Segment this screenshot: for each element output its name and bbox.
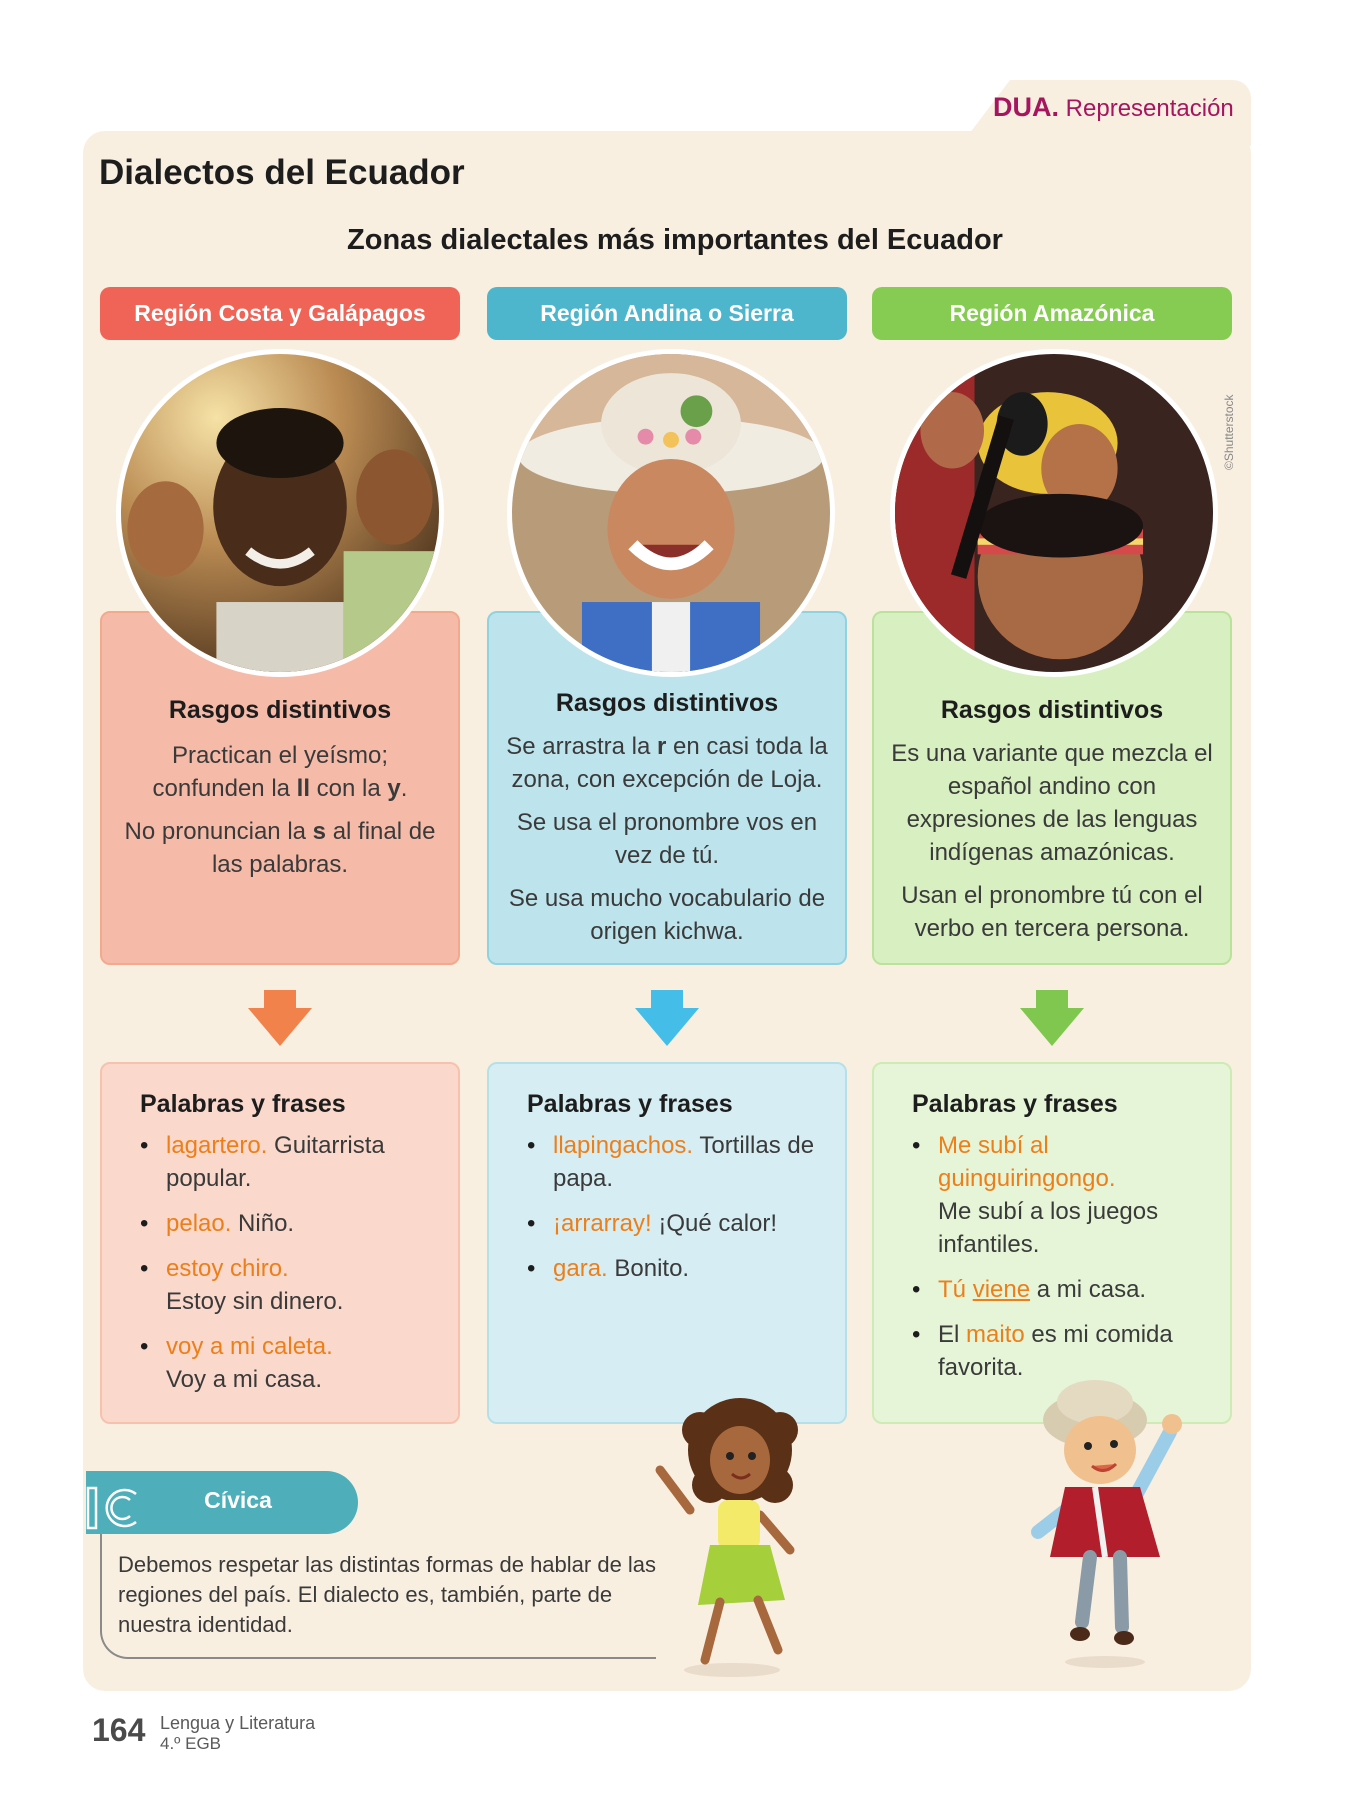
region-pill-costa: Región Costa y Galápagos <box>100 287 460 340</box>
dua-text: Representación <box>1065 95 1234 122</box>
trait-sierra-1: Se arrastra la r en casi toda la zona, con excepción de Loja. <box>506 733 828 793</box>
words-card-amazonia <box>872 1062 1232 1424</box>
dancing-girl-illustration <box>640 1390 820 1680</box>
photo-sierra-girl <box>507 349 835 677</box>
words-list-sierra <box>527 1129 825 1285</box>
dancing-boy-illustration <box>1010 1372 1200 1672</box>
civica-ic-icon <box>84 1484 144 1532</box>
footer-subject: Lengua y Literatura <box>160 1713 316 1733</box>
page-title: Dialectos del Ecuador <box>99 153 465 192</box>
traits-title-sierra: Rasgos distintivos <box>555 689 779 717</box>
list-item: • llapingachos. Tortillas de papa. <box>527 1129 825 1195</box>
civica-text: Debemos respetar las distintas formas de hablar de las regiones del país. El dialecto es, también, parte de nuestra identidad. <box>118 1552 657 1637</box>
trait-amazonia-2: Usan el pronombre tú con el verbo en tercera persona. <box>901 882 1203 942</box>
trait-costa-2: No pronuncian la s al final de las palabras. <box>124 818 436 878</box>
arrow-down-icon-amazonia <box>1020 990 1084 1046</box>
words-list-amazonia <box>912 1129 1210 1384</box>
dua-label: DUA. <box>993 92 1059 122</box>
footer-grade: 4.º EGB <box>160 1734 222 1753</box>
list-item: • Me subí al guinguiringongo. Me subí a los juegos infantiles. <box>912 1129 1210 1261</box>
list-item: • lagartero. Guitarrista popular. <box>140 1129 438 1195</box>
arrow-down-icon-costa <box>248 990 312 1046</box>
traits-title-amazonia: Rasgos distintivos <box>940 696 1164 724</box>
dua-header <box>993 92 1234 123</box>
trait-sierra-2: Se usa el pronombre vos en vez de tú. <box>516 809 818 869</box>
region-pill-amazonia: Región Amazónica <box>872 287 1232 340</box>
list-item: • gara. Bonito. <box>527 1252 825 1285</box>
region-pill-sierra: Región Andina o Sierra <box>487 287 847 340</box>
photo-amazonia-children <box>890 349 1218 677</box>
words-list-costa <box>140 1129 438 1396</box>
civica-label: Cívica <box>204 1487 272 1513</box>
trait-sierra-3: Se usa mucho vocabulario de origen kichwa. <box>508 885 826 945</box>
arrow-down-icon-sierra <box>635 990 699 1046</box>
words-card-sierra <box>487 1062 847 1424</box>
section-subtitle: Zonas dialectales más importantes del Ecuador <box>347 224 1003 256</box>
list-item: • pelao. Niño. <box>140 1207 438 1240</box>
list-item: • estoy chiro. Estoy sin dinero. <box>140 1252 438 1318</box>
words-title-amazonia: Palabras y frases <box>912 1090 1118 1118</box>
photo-costa-children <box>116 349 444 677</box>
list-item: • voy a mi caleta. Voy a mi casa. <box>140 1330 438 1396</box>
photo-credit: ©Shutterstock <box>1222 394 1236 470</box>
trait-costa-1: Practican el yeísmo; confunden la ll con la y. <box>152 742 408 802</box>
trait-amazonia-1: Es una variante que mezcla el español andino con expresiones de las lenguas indígenas amazónicas. <box>891 740 1213 866</box>
words-title-costa: Palabras y frases <box>140 1090 346 1118</box>
page-number: 164 <box>92 1712 146 1748</box>
words-title-sierra: Palabras y frases <box>527 1090 733 1118</box>
traits-title-costa: Rasgos distintivos <box>168 696 392 724</box>
list-item: • ¡arrarray! ¡Qué calor! <box>527 1207 825 1240</box>
words-card-costa <box>100 1062 460 1424</box>
list-item: • El maito es mi comida favorita. <box>912 1318 1210 1384</box>
list-item: • Tú viene a mi casa. <box>912 1273 1210 1306</box>
